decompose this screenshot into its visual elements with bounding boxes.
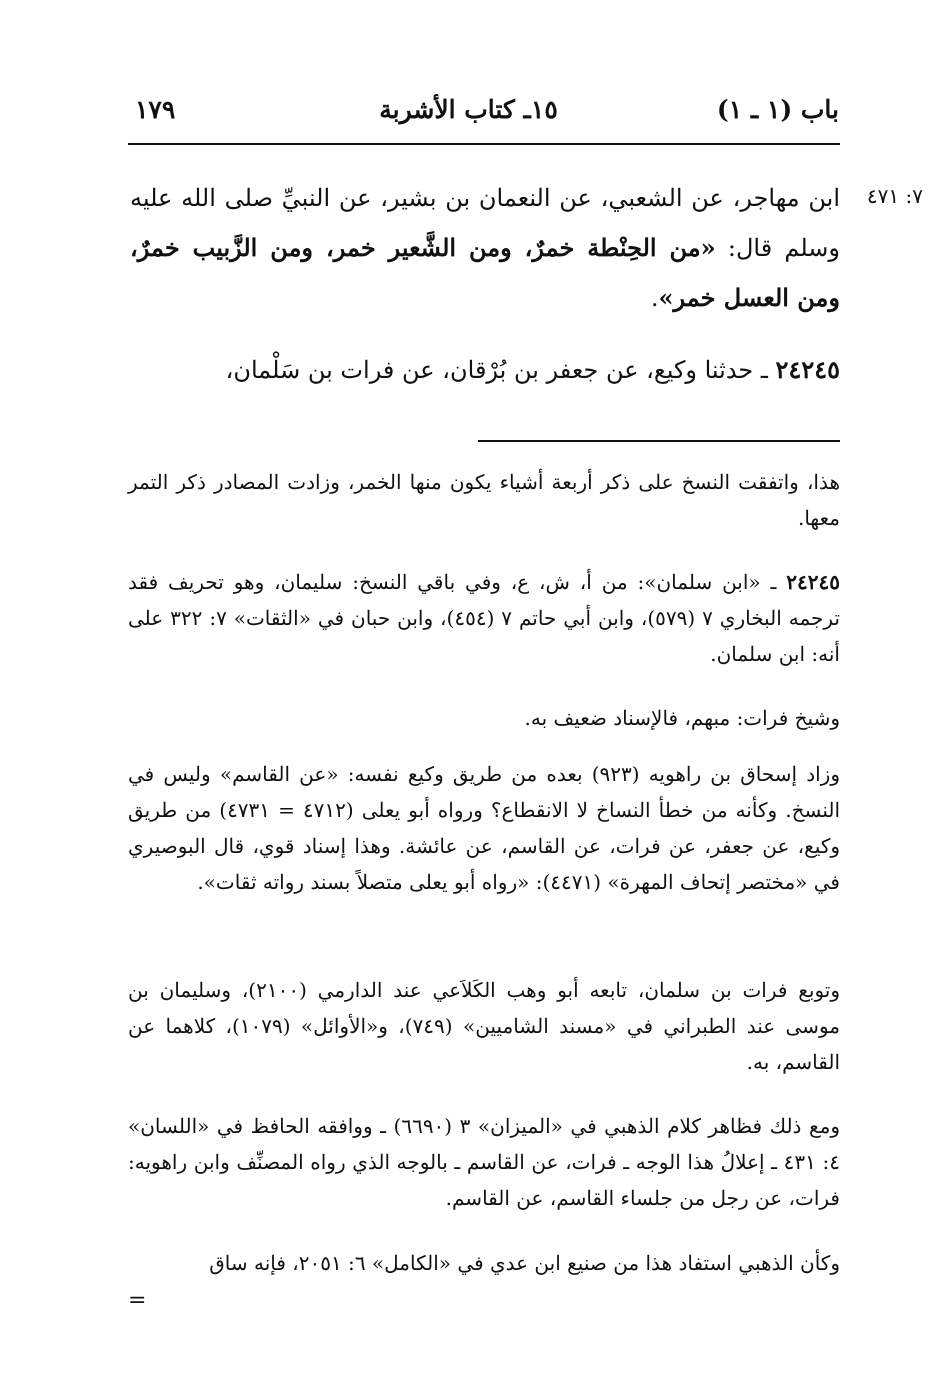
hadith-paragraph-1 xyxy=(130,174,840,323)
page-number: ١٧٩ xyxy=(135,95,176,124)
footnote-paragraph: هذا، واتفقت النسخ على ذكر أربعة أشياء يكون منها الخمر، وزادت المصادر ذكر التمر معها. xyxy=(128,470,840,530)
hadith-text: ابن مهاجر، عن الشعبي، عن النعمان بن بشير، عن النبيِّ صلى الله عليه وسلم قال: xyxy=(130,184,840,262)
hadith-number: ٢٤٢٤٥ xyxy=(775,355,840,384)
footnote-paragraph: وزاد إسحاق بن راهويه (٩٢٣) بعده من طريق وكيع نفسه: «عن القاسم» وليس في النسخ. وكأنه من خطأ النساخ لا الانقطاع؟ ورواه أبو يعلى (٤٧١٢ = ٤٧٣١) من طريق وكيع، عن جعفر، عن فرات، عن القاسم، عن عائشة. وهذا إسناد قوي، قال البوصيري في «مختصر إتحاف المهرة» (٤٤٧١): «رواه أبو يعلى متصلاً بسند رواته ثقات». xyxy=(128,762,841,894)
continuation-mark: = xyxy=(128,1288,147,1313)
hadith-end: . xyxy=(650,284,659,312)
chapter-label: باب (١ ـ ١) xyxy=(716,95,839,124)
hadith-quote: «من الحِنْطة خمرٌ، ومن الشَّعير خمر، ومن الزَّبيب خمرٌ، ومن العسل خمر» xyxy=(130,233,840,312)
footnote-paragraph: وكأن الذهبي استفاد هذا من صنيع ابن عدي في «الكامل» ٦: ٢٠٥١، فإنه ساق xyxy=(209,1251,840,1275)
footnote-paragraph: وتوبع فرات بن سلمان، تابعه أبو وهب الكَلاَعي عند الدارمي (٢١٠٠)، وسليمان بن موسى عند الطبراني في «مسند الشاميين» (٧٤٩)، و«الأوائل» (١٠٧٩)، كلاهما عن القاسم، به. xyxy=(128,978,841,1074)
footnote-number: ٢٤٢٤٥ xyxy=(786,570,840,594)
margin-reference: ٧: ٤٧١ xyxy=(866,184,923,208)
hadith-chain: ـ حدثنا وكيع، عن جعفر بن بُرْقان، عن فرات بن سَلْمان، xyxy=(225,356,776,384)
book-title: ١٥ـ كتاب الأشربة xyxy=(379,95,558,124)
footnote-paragraph: ومع ذلك فظاهر كلام الذهبي في «الميزان» ٣ (٦٦٩٠) ـ ووافقه الحافظ في «اللسان» ٤: ٤٣١ ـ إعلالُ هذا الوجه ـ فرات، عن القاسم ـ بالوجه الذي رواه المصنِّف وابن راهويه: فرات، عن رجل من جلساء القاسم، عن القاسم. xyxy=(128,1114,840,1210)
footnote-paragraph: وشيخ فرات: مبهم، فالإسناد ضعيف به. xyxy=(524,706,840,730)
header-divider xyxy=(128,143,840,145)
footnote-paragraph: ٢٤٢٤٥ ـ «ابن سلمان»: من أ، ش، ع، وفي باقي النسخ: سليمان، وهو تحريف فقد ترجمه البخاري ٧ (٥٧٩)، وابن أبي حاتم ٧ (٤٥٤)، وابن حبان في «الثقات» ٧: ٣٢٢ على أنه: ابن سلمان. xyxy=(128,570,840,666)
hadith-paragraph-2 xyxy=(130,345,840,395)
footnote-divider xyxy=(478,440,840,442)
